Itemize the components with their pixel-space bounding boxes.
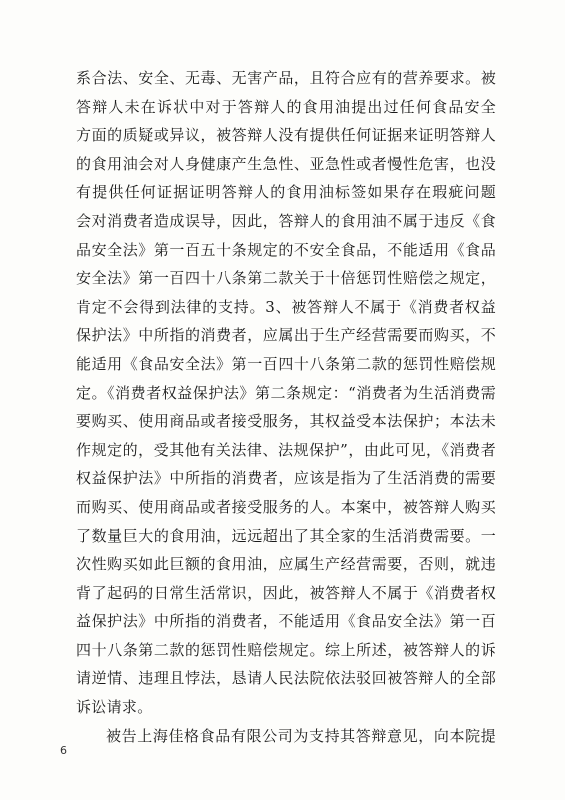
text-line: 背了起码的日常生活常识，因此，被答辩人不属于《消费者权 <box>76 583 496 602</box>
text-line: 而购买、使用商品或者接受服务的人。本案中，被答辩人购买 <box>76 497 496 516</box>
text-line: 系合法、安全、无毒、无害产品，且符合应有的营养要求。被 <box>76 69 496 87</box>
text-line: 的食用油会对人身健康产生急性、亚急性或者慢性危害，也没 <box>76 154 496 173</box>
text-line: 要购买、使用商品或者接受服务，其权益受本法保护；本法未 <box>76 412 496 431</box>
text-line: 作规定的，受其他有关法律、法规保护”，由此可见，《消费者 <box>76 440 496 459</box>
text-line: 次性购买如此巨额的食用油，应属生产经营需要，否则，就违 <box>76 555 496 574</box>
text-line: 权益保护法》中所指的消费者，应该是指为了生活消费的需要 <box>76 469 496 488</box>
body-text <box>76 64 496 750</box>
page-number: 6 <box>60 744 67 757</box>
text-line: 安全法》第一百四十八条第二款关于十倍惩罚性赔偿之规定， <box>76 269 496 288</box>
paragraph-start-line: 被告上海佳格食品有限公司为支持其答辩意见，向本院提 <box>106 726 496 745</box>
text-line: 请逆情、违理且悖法，恳请人民法院依法驳回被答辩人的全部 <box>76 669 496 688</box>
text-line: 肯定不会得到法律的支持。3、被答辩人不属于《消费者权益 <box>76 297 496 316</box>
text-line: 有提供任何证据证明答辩人的食用油标签如果存在瑕疵问题 <box>76 183 496 202</box>
text-line: 能适用《食品安全法》第一百四十八条第二款的惩罚性赔偿规 <box>76 354 496 373</box>
text-line: 定。《消费者权益保护法》第二条规定：“消费者为生活消费需 <box>76 383 496 402</box>
text-line: 诉讼请求。 <box>76 698 153 717</box>
text-line: 益保护法》中所指的消费者，不能适用《食品安全法》第一百 <box>76 612 496 631</box>
text-line: 会对消费者造成误导，因此，答辩人的食用油不属于违反《食 <box>76 211 496 230</box>
text-line: 四十八条第二款的惩罚性赔偿规定。综上所述，被答辩人的诉 <box>76 640 496 659</box>
text-line: 答辩人未在诉状中对于答辩人的食用油提出过任何食品安全 <box>76 97 496 116</box>
text-line: 了数量巨大的食用油，远远超出了其全家的生活消费需要。一 <box>76 526 496 545</box>
text-line: 方面的质疑或异议，被答辩人没有提供任何证据来证明答辩人 <box>76 126 496 145</box>
text-line: 品安全法》第一百五十条规定的不安全食品，不能适用《食品 <box>76 240 496 259</box>
text-line: 保护法》中所指的消费者，应属出于生产经营需要而购买，不 <box>76 326 496 345</box>
